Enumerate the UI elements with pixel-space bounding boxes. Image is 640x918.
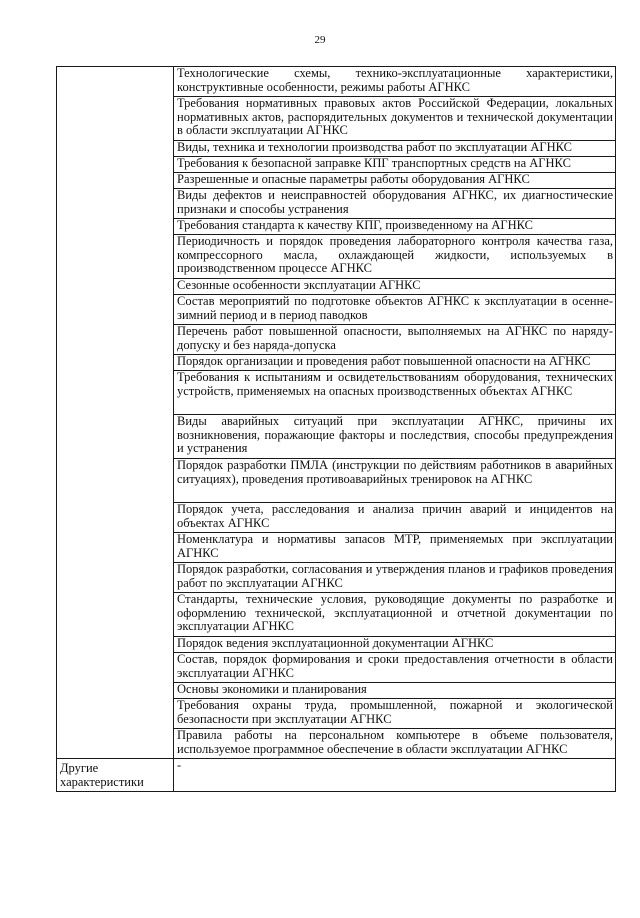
requirements-table bbox=[56, 66, 616, 792]
cell-text: Требования нормативных правовых актов Российской Федерации, локальных нормативных актов, распорядительных документов и технической документации в области эксплуатации АГНКС bbox=[177, 96, 613, 138]
table-cell bbox=[174, 279, 616, 295]
table-cell bbox=[174, 189, 616, 219]
cell-text: Виды дефектов и неисправностей оборудования АГНКС, их диагностические признаки и способы устранения bbox=[177, 188, 613, 216]
cell-text: Перечень работ повышенной опасности, выполняемых на АГНКС по наряду-допуску и без наряда-допуска bbox=[177, 324, 613, 352]
cell-text: Правила работы на персональном компьютере в объеме пользователя, используемое программное обеспечение в области эксплуатации АГНКС bbox=[177, 728, 613, 756]
cell-text: Требования стандарта к качеству КПГ, произведенному на АГНКС bbox=[177, 218, 533, 232]
table-cell bbox=[174, 371, 616, 415]
cell-text: Порядок разработки ПМЛА (инструкции по действиям работников в аварийных ситуациях), проведения противоаварийных тренировок на АГНКС bbox=[177, 458, 613, 486]
table-cell bbox=[174, 173, 616, 189]
table-cell bbox=[174, 533, 616, 563]
cell-text: Виды аварийных ситуаций при эксплуатации АГНКС, причины их возникновения, поражающие факторы и последствия, способы предупреждения и устранения bbox=[177, 414, 613, 456]
table-cell bbox=[174, 683, 616, 699]
cell-text: Порядок организации и проведения работ повышенной опасности на АГНКС bbox=[177, 354, 591, 368]
table-cell bbox=[174, 355, 616, 371]
cell-text: Номенклатура и нормативы запасов МТР, применяемых при эксплуатации АГНКС bbox=[177, 532, 613, 560]
cell-text: Стандарты, технические условия, руководящие документы по разработке и оформлению технической, эксплуатационной и отчетной документации по эксплуатации АГНКС bbox=[177, 592, 613, 634]
table-cell bbox=[174, 459, 616, 503]
table-cell bbox=[174, 563, 616, 593]
table-cell bbox=[174, 295, 616, 325]
table-cell bbox=[174, 415, 616, 459]
cell-text: Требования к безопасной заправке КПГ транспортных средств на АГНКС bbox=[177, 156, 571, 170]
cell-text: Разрешенные и опасные параметры работы оборудования АГНКС bbox=[177, 172, 530, 186]
table-cell bbox=[174, 235, 616, 279]
page-number: 29 bbox=[314, 34, 326, 46]
cell-text: Порядок учета, расследования и анализа причин аварий и инцидентов на объектах АГНКС bbox=[177, 502, 613, 530]
table-row bbox=[57, 759, 616, 792]
cell-text: Периодичность и порядок проведения лабораторного контроля качества газа, компрессорного масла, охлаждающей жидкости, используемых в производственном процессе АГНКС bbox=[177, 234, 613, 276]
table-cell bbox=[174, 67, 616, 97]
table-cell bbox=[174, 141, 616, 157]
table-cell bbox=[174, 593, 616, 637]
table-cell bbox=[174, 219, 616, 235]
row-label: Другие характеристики bbox=[60, 761, 144, 789]
table-cell bbox=[174, 157, 616, 173]
table-cell bbox=[174, 637, 616, 653]
cell-text: Состав, порядок формирования и сроки предоставления отчетности в области эксплуатации АГНКС bbox=[177, 652, 613, 680]
cell-text: Состав мероприятий по подготовке объектов АГНКС к эксплуатации в осенне-зимний период и в период паводков bbox=[177, 294, 613, 322]
cell-text: Технологические схемы, технико-эксплуатационные характеристики, конструктивные особенности, режимы работы АГНКС bbox=[177, 66, 613, 94]
table-cell bbox=[174, 97, 616, 141]
cell-text: Требования к испытаниям и освидетельствованиям оборудования, технических устройств, применяемых на опасных производственных объектах АГНКС bbox=[177, 370, 613, 398]
row-label-cell bbox=[57, 759, 174, 792]
table-cell bbox=[174, 699, 616, 729]
table-cell bbox=[174, 729, 616, 759]
table-row bbox=[57, 67, 616, 97]
table-cell bbox=[174, 759, 616, 792]
cell-text: Порядок ведения эксплуатационной документации АГНКС bbox=[177, 636, 494, 650]
cell-text: - bbox=[177, 758, 182, 772]
cell-text: Требования охраны труда, промышленной, пожарной и экологической безопасности при эксплуатации АГНКС bbox=[177, 698, 613, 726]
table-cell bbox=[174, 325, 616, 355]
cell-text: Виды, техника и технологии производства работ по эксплуатации АГНКС bbox=[177, 140, 572, 154]
table-cell bbox=[174, 503, 616, 533]
left-cell-empty bbox=[57, 67, 174, 759]
table-cell bbox=[174, 653, 616, 683]
cell-text: Порядок разработки, согласования и утверждения планов и графиков проведения работ по эксплуатации АГНКС bbox=[177, 562, 613, 590]
cell-text: Сезонные особенности эксплуатации АГНКС bbox=[177, 278, 421, 292]
cell-text: Основы экономики и планирования bbox=[177, 682, 367, 696]
